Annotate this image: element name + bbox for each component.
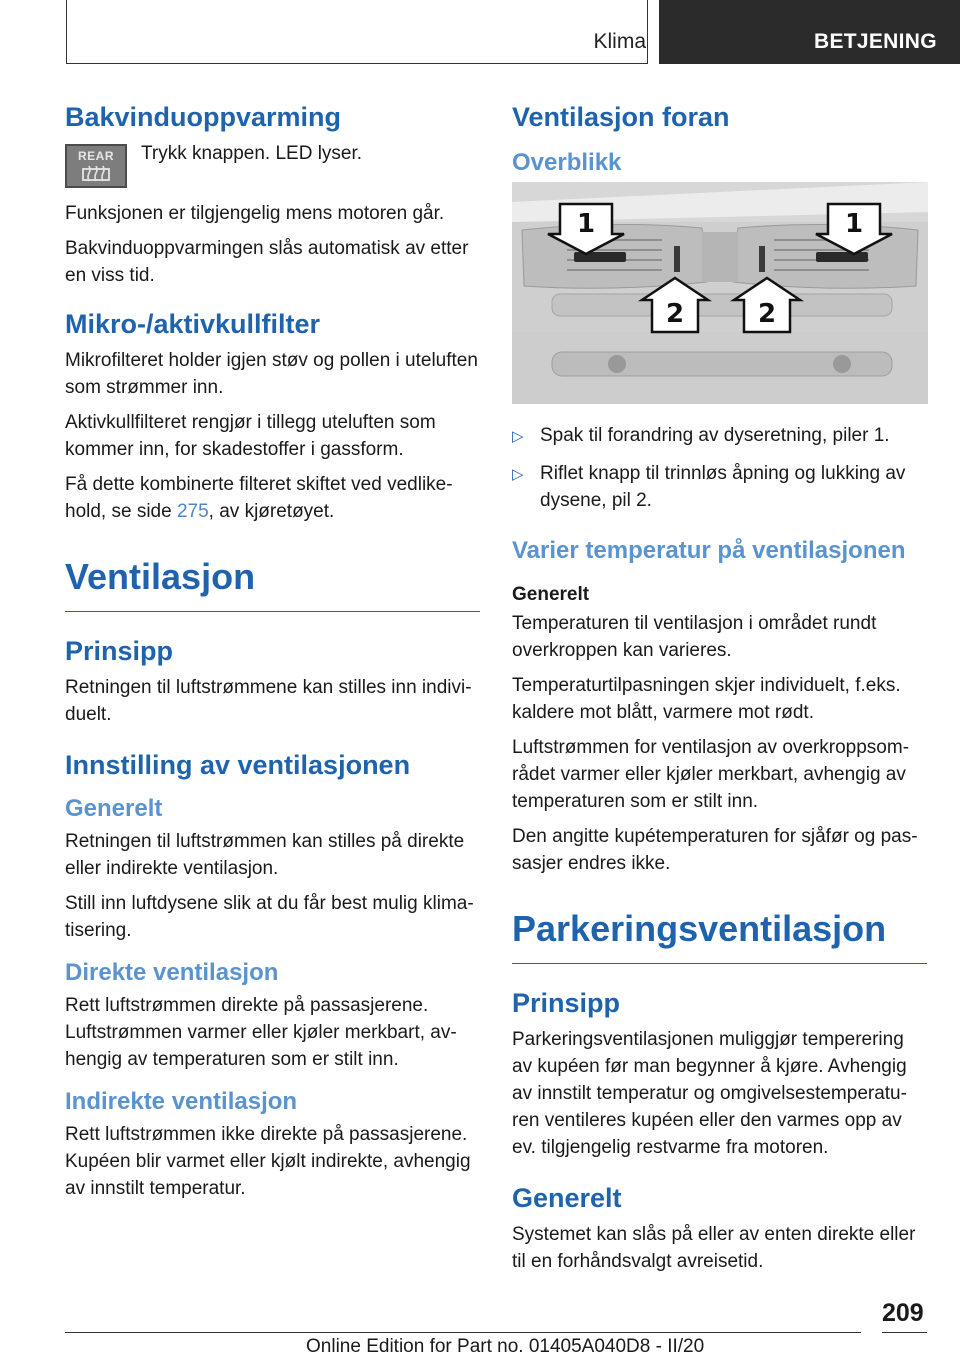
photo-label-1-left: 1: [576, 209, 596, 239]
vary-general-subheading: Generelt: [512, 584, 590, 605]
vent-controls-list: [512, 422, 927, 514]
overview-heading: Overblikk: [512, 149, 622, 176]
filter-paragraph-1: Mikrofilteret holder igjen støv og pollen i uteluften som strømmer inn.: [65, 350, 478, 398]
park-principle-heading: Prinsipp: [512, 988, 621, 1018]
header-section-title: Klima: [593, 30, 646, 53]
ventilation-chapter-title: Ventilasjon: [65, 555, 480, 612]
filter-text-b: , av kjøretøyet.: [208, 501, 335, 522]
header-chapter-tab: [659, 0, 960, 64]
rear-defrost-button-icon: [65, 144, 127, 188]
parking-vent-chapter-title: Parkeringsventilasjon: [512, 907, 927, 964]
direct-vent-paragraph: Rett luftstrømmen direkte på passasjerene. Luftstrømmen varmer eller kjøler merkbart, avhengig av temperaturen som er stilt inn.: [65, 995, 457, 1070]
direct-vent-heading: Direkte ventilasjon: [65, 959, 279, 986]
rear-instruction: Trykk knappen. LED lyser.: [141, 143, 363, 164]
general-paragraph-2: Still inn luftdysene slik at du får best mulig klimatisering.: [65, 893, 474, 941]
vary-paragraph-4: Den angitte kupétemperaturen for sjåfør og passasjer endres ikke.: [512, 826, 918, 874]
filter-paragraph-3: [65, 471, 480, 525]
rear-paragraph-1: Funksjonen er tilgjengelig mens motoren går.: [65, 203, 445, 224]
general-paragraph-1: Retningen til luftstrømmen kan stilles på direkte eller indirekte ventilasjon.: [65, 831, 465, 879]
indirect-vent-paragraph: Rett luftstrømmen ikke direkte på passasjerene. Kupéen blir varmet eller kjølt indirekte, avhengig av innstilt temperatur.: [65, 1124, 471, 1199]
vary-paragraph-2: Temperaturtilpasningen skjer individuelt, f.eks. kaldere mot blått, varmere mot rødt.: [512, 675, 901, 723]
rear-window-heating-heading: Bakvinduoppvarming: [65, 102, 342, 132]
photo-label-2-left: 2: [665, 299, 685, 329]
header-frame: [66, 0, 648, 64]
principle-heading: Prinsipp: [65, 636, 174, 666]
triangle-bullet-icon: ▷: [512, 466, 524, 483]
rear-button-row: [65, 140, 480, 188]
park-general-heading: Generelt: [512, 1183, 622, 1213]
rear-defrost-wavy-icon: [67, 146, 125, 186]
vent-setting-heading: Innstilling av ventilasjonen: [65, 750, 411, 780]
photo-label-1-right: 1: [844, 209, 864, 239]
park-principle-paragraph: Parkeringsventilasjonen muliggjør temperering av kupéen før man begynner å kjøre. Avhengig av innstilt temperatur og omgivelsestemperaturen ventileres kupéen eller den varmes opp av ev. tilgjengelig restvarme fra motoren.: [512, 1029, 907, 1158]
list-item: ▷ Riflet knapp til trinnløs åpning og lukking av dysene, pil 2.: [512, 460, 927, 514]
header-chapter-label: BETJENING: [814, 30, 937, 53]
triangle-bullet-icon: ▷: [512, 428, 524, 445]
vary-temperature-heading: Varier temperatur på ventilasjonen: [512, 537, 906, 564]
footer-divider: [65, 1332, 861, 1333]
page-link-275[interactable]: 275: [176, 501, 209, 522]
filter-heading: Mikro-/aktivkullfilter: [65, 309, 321, 339]
front-vent-heading: Ventilasjon foran: [512, 102, 730, 132]
general-heading: Generelt: [65, 795, 163, 822]
photo-label-2-right: 2: [757, 299, 777, 329]
rear-paragraph-2: Bakvinduoppvarmingen slås automatisk av etter en viss tid.: [65, 238, 469, 286]
rear-button-text: REAR: [77, 149, 114, 163]
park-general-paragraph: Systemet kan slås på eller av enten direkte eller til en forhåndsvalgt avreisetid.: [512, 1224, 916, 1272]
footer-divider-right: [882, 1332, 927, 1333]
list-item: ▷ Spak til forandring av dyseretning, piler 1.: [512, 422, 927, 450]
right-column: [512, 100, 927, 1283]
left-column: [65, 100, 480, 1210]
vary-paragraph-3: Luftstrømmen for ventilasjon av overkroppsområdet varmer eller kjøler merkbart, avhengig av temperaturen som er stilt inn.: [512, 737, 910, 812]
footer-edition: Online Edition for Part no. 01405A040D8 - II/20: [306, 1336, 705, 1357]
principle-paragraph: Retningen til luftstrømmene kan stilles inn individuelt.: [65, 677, 472, 725]
filter-text-a: Få dette kombinerte filteret skiftet ved vedlikehold, se side: [65, 474, 453, 522]
vary-paragraph-1: Temperaturen til ventilasjon i området rundt overkroppen kan varieres.: [512, 613, 877, 661]
front-vents-photo: [512, 182, 928, 404]
indirect-vent-heading: Indirekte ventilasjon: [65, 1088, 298, 1115]
filter-paragraph-2: Aktivkullfilteret rengjør i tillegg uteluften som kommer inn, for skadestoffer i gassform.: [65, 412, 436, 460]
page-number: 209: [882, 1299, 924, 1327]
